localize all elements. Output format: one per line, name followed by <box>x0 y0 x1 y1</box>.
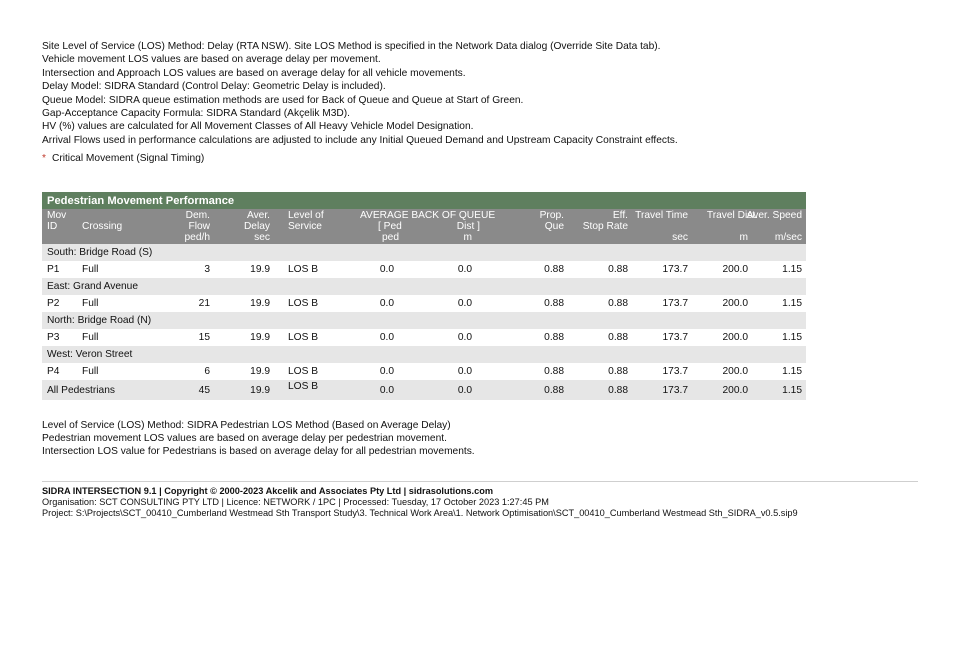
header-eff: Eff. <box>612 210 628 221</box>
header-ped: [ Ped <box>378 221 402 232</box>
critical-label: Critical Movement (Signal Timing) <box>51 153 205 164</box>
header-tt-unit: sec <box>672 232 688 243</box>
cell-crossing: Full <box>82 264 99 275</box>
cell-prop: 0.88 <box>544 264 564 275</box>
note-line: Arrival Flows used in performance calculations are adjusted to include any Initial Queued Demand and Upstream Capacity Constraint effects. <box>42 134 678 146</box>
cell-speed: 1.15 <box>782 298 802 309</box>
cell-flow: 6 <box>204 366 210 377</box>
cell-tt: 173.7 <box>662 366 688 377</box>
header-speed-unit: m/sec <box>774 232 802 243</box>
cell-flow: 15 <box>198 332 210 343</box>
cell-td: 200.0 <box>722 385 748 396</box>
cell-speed: 1.15 <box>782 366 802 377</box>
cell-los: LOS B <box>288 381 319 392</box>
note-line: Queue Model: SIDRA queue estimation methods are used for Back of Queue and Queue at Start of Green. <box>42 94 524 106</box>
header-prop: Prop. <box>539 210 564 221</box>
header-id: ID <box>47 221 58 232</box>
cell-delay: 19.9 <box>250 366 270 377</box>
footnote-line: Level of Service (LOS) Method: SIDRA Pedestrian LOS Method (Based on Average Delay) <box>42 420 451 431</box>
asterisk-icon: * <box>42 153 46 164</box>
approach-label: South: Bridge Road (S) <box>42 244 806 261</box>
approach-row <box>42 244 806 261</box>
note-line: Delay Model: SIDRA Standard (Control Delay: Geometric Delay is included). <box>42 81 386 93</box>
cell-dist: 0.0 <box>457 298 472 309</box>
cell-dist: 0.0 <box>457 264 472 275</box>
header-speed: Aver. Speed <box>746 210 802 221</box>
cell-prop: 0.88 <box>544 298 564 309</box>
cell-ped: 0.0 <box>379 366 394 377</box>
footer-divider <box>42 481 918 482</box>
cell-los: LOS B <box>288 332 319 343</box>
cell-eff: 0.88 <box>608 298 628 309</box>
cell-dist: 0.0 <box>457 366 472 377</box>
cell-speed: 1.15 <box>782 385 802 396</box>
cell-eff: 0.88 <box>608 332 628 343</box>
footer-copyright: SIDRA INTERSECTION 9.1 | Copyright © 2000-2023 Akcelik and Associates Pty Ltd | sidrasolutions.com <box>42 486 493 496</box>
note-line: Intersection and Approach LOS values are based on average delay for all vehicle movements. <box>42 67 466 79</box>
header-los: Level of <box>288 210 324 221</box>
approach-row <box>42 312 806 329</box>
cell-eff: 0.88 <box>608 385 628 396</box>
footnote-line: Intersection LOS value for Pedestrians is based on average delay for all pedestrian movements. <box>42 446 475 457</box>
cell-los: LOS B <box>288 366 319 377</box>
header-queue: AVERAGE BACK OF QUEUE <box>360 210 496 221</box>
cell-delay: 19.9 <box>250 332 270 343</box>
header-stop-rate: Stop Rate <box>582 221 628 232</box>
table-row <box>42 329 806 346</box>
cell-ped: 0.0 <box>379 332 394 343</box>
cell-flow: 3 <box>204 264 210 275</box>
cell-ped: 0.0 <box>379 264 394 275</box>
pedestrian-los-notes <box>42 419 475 458</box>
cell-ped: 0.0 <box>379 385 394 396</box>
cell-dist: 0.0 <box>457 385 472 396</box>
table-title: Pedestrian Movement Performance <box>42 192 806 209</box>
table-row <box>42 295 806 312</box>
cell-speed: 1.15 <box>782 332 802 343</box>
approach-row <box>42 278 806 295</box>
header-flow: Flow <box>188 221 210 232</box>
report-footer <box>42 486 798 520</box>
approach-row <box>42 346 806 363</box>
footer-organisation: Organisation: SCT CONSULTING PTY LTD | Licence: NETWORK / 1PC | Processed: Tuesday, 17 October 2023 1:27:45 PM <box>42 497 549 508</box>
header-flow-unit: ped/h <box>184 232 210 243</box>
footnote-line: Pedestrian movement LOS values are based on average delay per pedestrian movement. <box>42 433 447 444</box>
cell-eff: 0.88 <box>608 366 628 377</box>
cell-id: P1 <box>47 264 60 275</box>
cell-delay: 19.9 <box>250 298 270 309</box>
cell-id: P4 <box>47 366 60 377</box>
approach-label: East: Grand Avenue <box>42 278 806 295</box>
header-ped-unit: ped <box>382 232 399 243</box>
method-notes <box>42 40 678 147</box>
cell-crossing: Full <box>82 332 99 343</box>
header-que: Que <box>544 221 564 232</box>
cell-td: 200.0 <box>722 366 748 377</box>
note-line: Site Level of Service (LOS) Method: Delay (RTA NSW). Site LOS Method is specified in the Network Data dialog (Override Site Data tab). <box>42 41 661 52</box>
cell-speed: 1.15 <box>782 264 802 275</box>
cell-crossing: Full <box>82 366 99 377</box>
cell-td: 200.0 <box>722 264 748 275</box>
header-crossing: Crossing <box>82 221 123 232</box>
header-travel-dist: Travel Dist. <box>706 210 758 221</box>
footer-project: Project: S:\Projects\SCT_00410_Cumberland Westmead Sth Transport Study\3. Technical Work Area\1. Network Optimisation\SCT_00410_Cumberland Westmead Sth_SIDRA_v0.5.sip9 <box>42 508 798 519</box>
header-delay-unit: sec <box>254 232 270 243</box>
cell-tt: 173.7 <box>662 298 688 309</box>
total-row <box>42 380 806 400</box>
cell-tt: 173.7 <box>662 332 688 343</box>
cell-eff: 0.88 <box>608 264 628 275</box>
approach-label: West: Veron Street <box>42 346 806 363</box>
header-td-unit: m <box>739 232 748 243</box>
cell-crossing: Full <box>82 298 99 309</box>
table-row <box>42 363 806 380</box>
table-header <box>42 209 806 244</box>
cell-id: P3 <box>47 332 60 343</box>
pedestrian-performance-table <box>42 192 806 400</box>
total-label: All Pedestrians <box>47 385 115 396</box>
cell-flow: 45 <box>198 385 210 396</box>
header-service: Service <box>288 221 322 232</box>
cell-dist: 0.0 <box>457 332 472 343</box>
table-row <box>42 261 806 278</box>
cell-td: 200.0 <box>722 298 748 309</box>
cell-los: LOS B <box>288 264 319 275</box>
note-line: Gap-Acceptance Capacity Formula: SIDRA Standard (Akçelik M3D). <box>42 108 351 120</box>
critical-movement-legend <box>42 153 204 164</box>
cell-prop: 0.88 <box>544 366 564 377</box>
cell-prop: 0.88 <box>544 332 564 343</box>
note-line: Vehicle movement LOS values are based on average delay per movement. <box>42 54 381 66</box>
cell-flow: 21 <box>198 298 210 309</box>
header-dist: Dist ] <box>456 221 480 232</box>
cell-los: LOS B <box>288 298 319 309</box>
cell-delay: 19.9 <box>250 385 270 396</box>
header-delay: Delay <box>243 221 270 232</box>
cell-ped: 0.0 <box>379 298 394 309</box>
cell-prop: 0.88 <box>544 385 564 396</box>
cell-id: P2 <box>47 298 60 309</box>
cell-tt: 173.7 <box>662 264 688 275</box>
header-dem: Dem. <box>185 210 210 221</box>
header-aver: Aver. <box>246 210 270 221</box>
header-dist-unit: m <box>463 232 472 243</box>
note-line: HV (%) values are calculated for All Movement Classes of All Heavy Vehicle Model Designation. <box>42 121 474 133</box>
approach-label: North: Bridge Road (N) <box>42 312 806 329</box>
cell-delay: 19.9 <box>250 264 270 275</box>
header-mov: Mov <box>47 210 67 221</box>
header-travel-time: Travel Time <box>635 210 688 221</box>
cell-td: 200.0 <box>722 332 748 343</box>
cell-tt: 173.7 <box>662 385 688 396</box>
